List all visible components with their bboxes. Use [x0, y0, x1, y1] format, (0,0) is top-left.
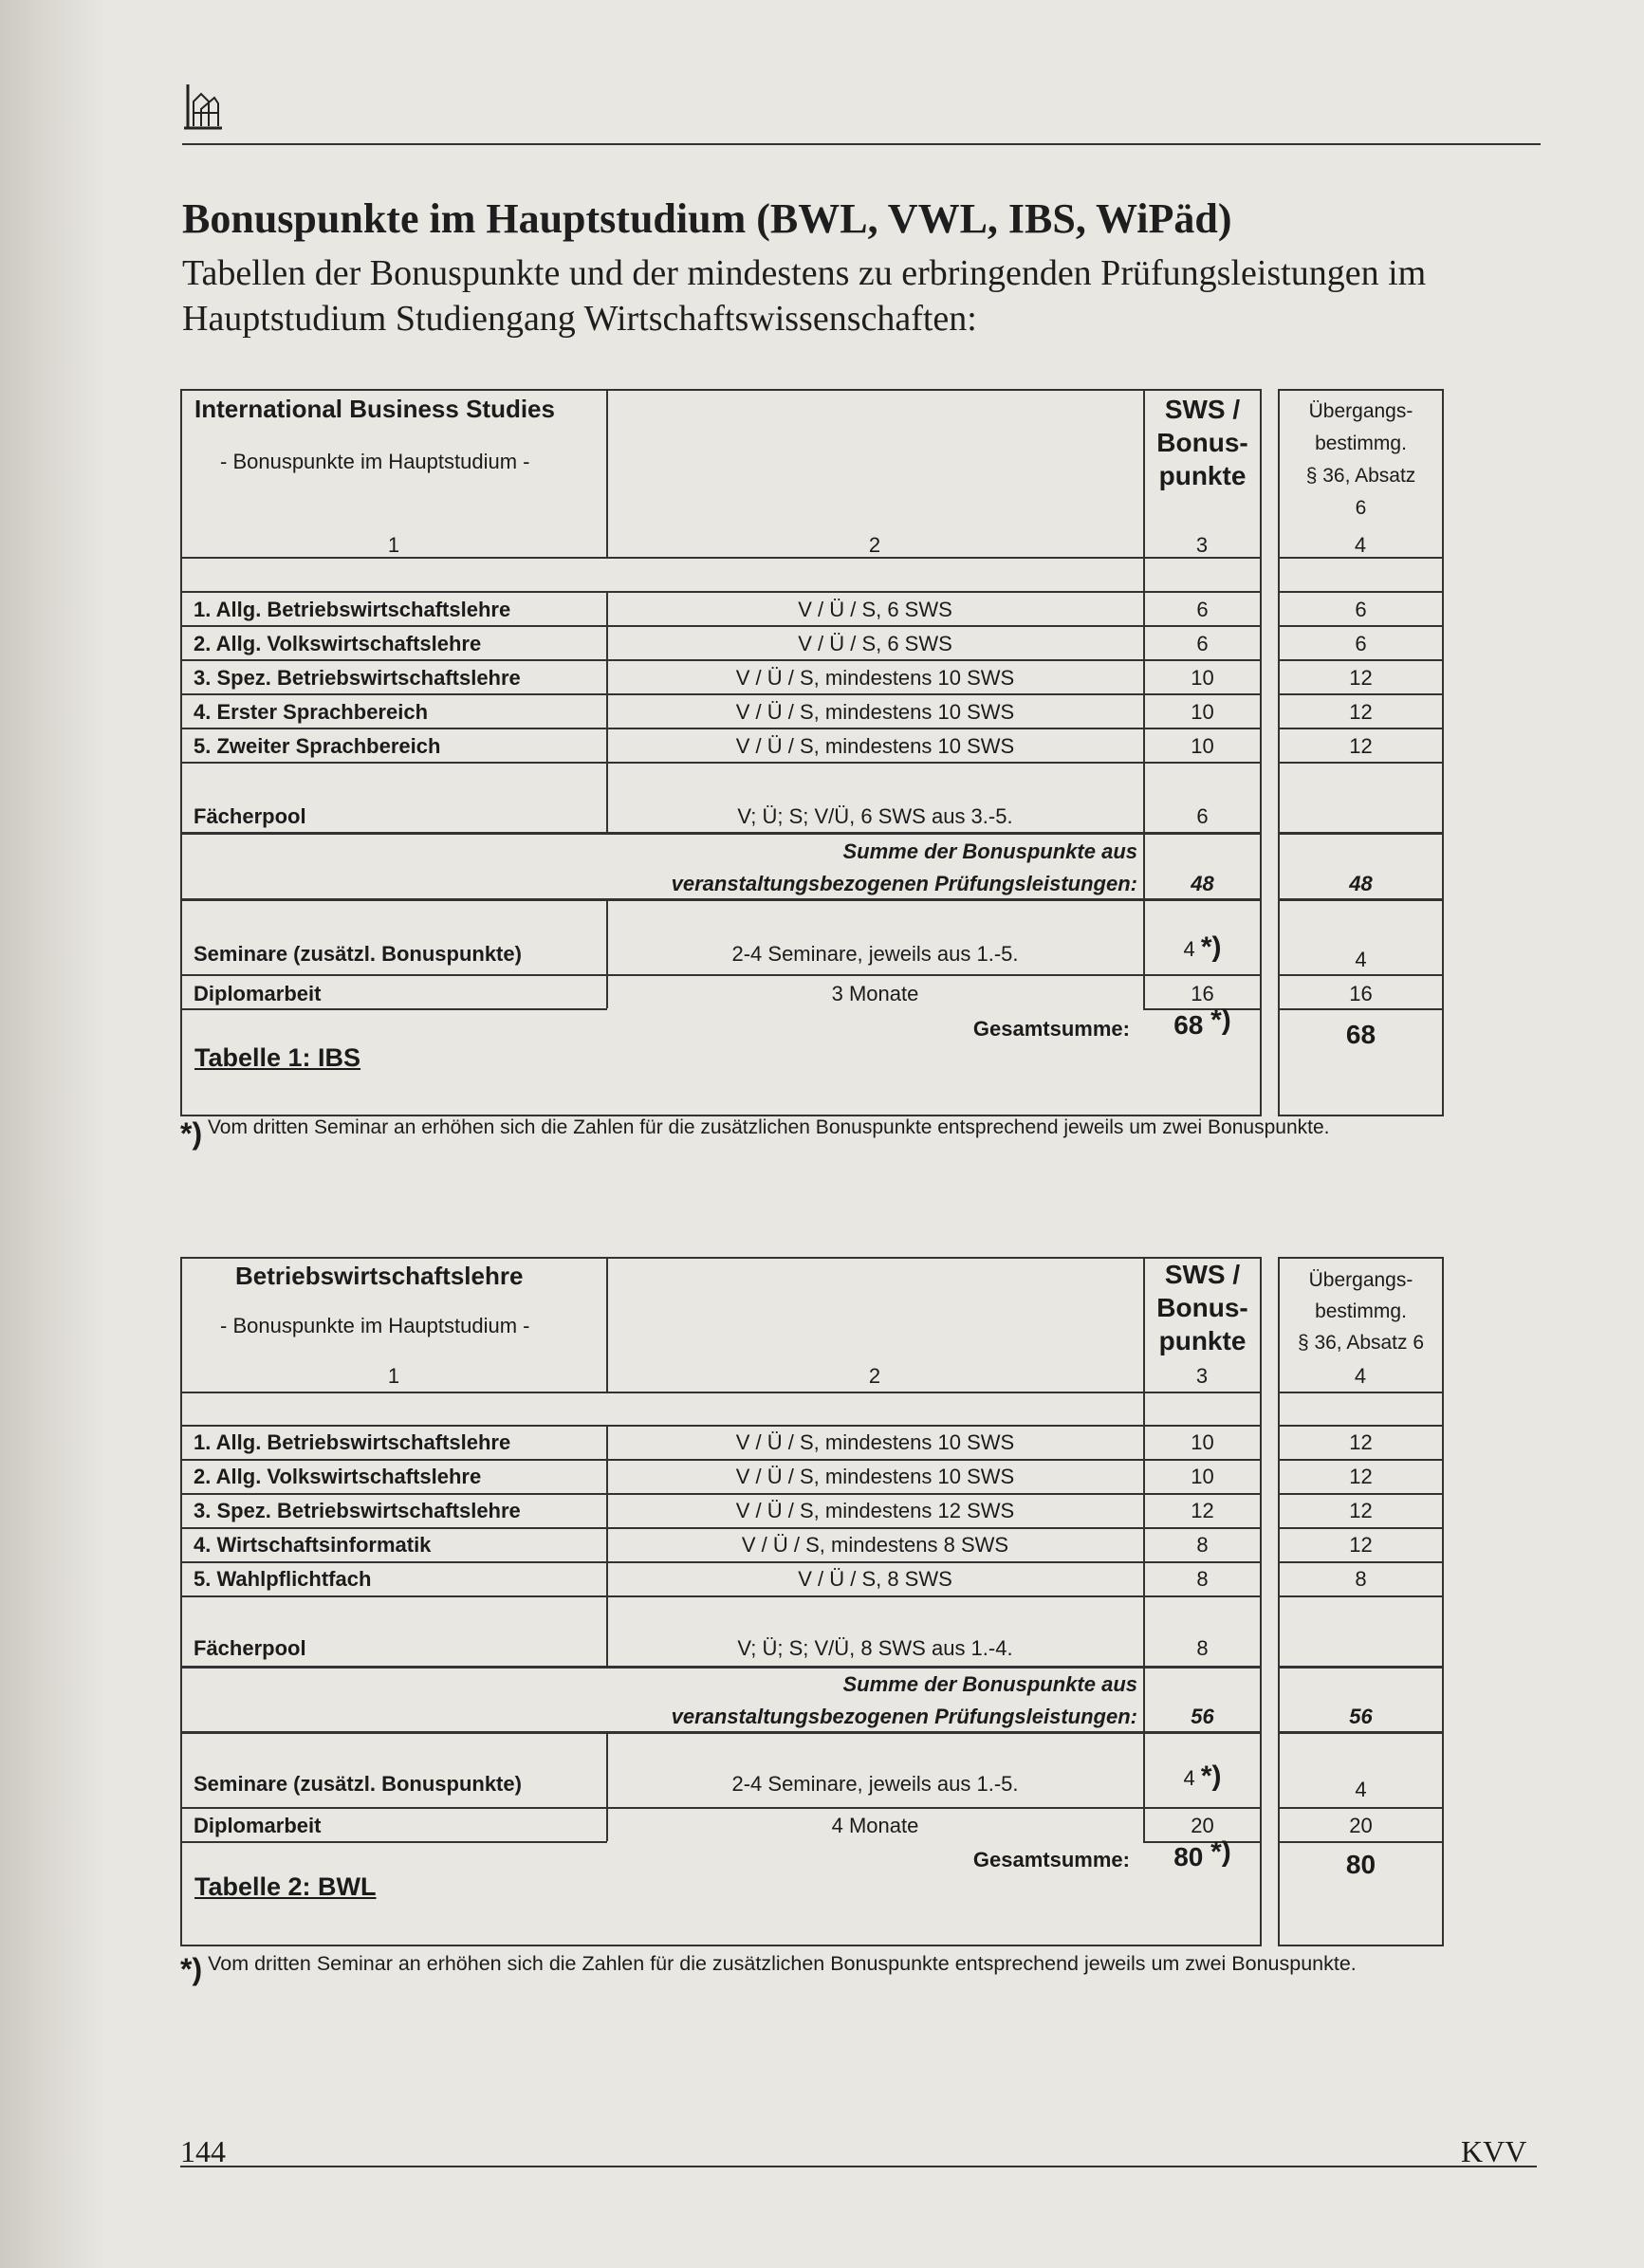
table-rule	[1278, 832, 1444, 835]
row-transition: 12	[1349, 1430, 1373, 1454]
total-label: Gesamtsumme:	[972, 1017, 1130, 1041]
thesis-description: 4 Monate	[831, 1814, 919, 1837]
sws-header: punkte	[1158, 461, 1247, 490]
table-rule	[180, 1493, 1262, 1495]
row-description: V / Ü / S, mindestens 8 SWS	[741, 1533, 1009, 1557]
row-transition: 12	[1349, 734, 1373, 758]
row-sws: 10	[1191, 734, 1214, 758]
row-transition: 8	[1355, 1567, 1367, 1591]
table-rule	[180, 693, 1262, 695]
column-number: 1	[387, 1364, 400, 1388]
column-number: 3	[1195, 1364, 1209, 1388]
table-rule	[180, 1666, 1262, 1669]
row-description: V / Ü / S, 8 SWS	[798, 1567, 952, 1591]
total-sws: 80 *)	[1173, 1836, 1231, 1872]
seminar-sws: 4 *)	[1183, 931, 1222, 963]
table-rule	[1278, 1561, 1444, 1563]
row-transition: 6	[1355, 598, 1367, 621]
thesis-sws: 16	[1191, 982, 1214, 1005]
sws-header: punkte	[1158, 1326, 1247, 1355]
table-rule	[180, 762, 1262, 764]
table-rule	[1278, 1807, 1444, 1809]
table-rule	[180, 557, 1262, 559]
row-sws: 8	[1196, 1567, 1209, 1591]
row-sws: 6	[1196, 632, 1209, 655]
university-logo-icon	[180, 81, 226, 136]
pool-sws: 8	[1196, 1636, 1209, 1660]
sws-header: SWS /	[1164, 395, 1241, 424]
table-rule	[180, 1008, 607, 1010]
seminar-description: 2-4 Seminare, jeweils aus 1.-5.	[731, 942, 1019, 966]
row-description: V / Ü / S, mindestens 10 SWS	[735, 734, 1015, 758]
table-rule	[180, 591, 1262, 593]
table-rule	[1278, 1425, 1444, 1427]
table-rule	[180, 1807, 1262, 1809]
transition-header: Übergangs-	[1308, 400, 1413, 422]
table-rule	[1278, 591, 1444, 593]
sum-sws: 56	[1191, 1705, 1214, 1728]
transition-header: bestimmg.	[1315, 433, 1407, 454]
row-description: V / Ü / S, 6 SWS	[798, 632, 952, 655]
sum-label: Summe der Bonuspunkte aus	[842, 839, 1137, 863]
seminar-name: Seminare (zusätzl. Bonuspunkte)	[194, 942, 522, 966]
row-name: 5. Zweiter Sprachbereich	[194, 734, 441, 758]
header-rule	[182, 143, 1541, 145]
sum-label: veranstaltungsbezogenen Prüfungsleistungen:	[671, 1705, 1137, 1728]
row-name: 1. Allg. Betriebswirtschaftslehre	[194, 598, 511, 621]
table-footnote: *) Vom dritten Seminar an erhöhen sich die Zahlen für die zusätzlichen Bonuspunkte entsprechend jeweils um zwei Bonuspunkte.	[180, 1952, 1357, 1986]
table-rule	[1278, 1392, 1444, 1393]
row-description: V / Ü / S, mindestens 10 SWS	[735, 666, 1015, 690]
table-divider	[606, 389, 608, 557]
row-sws: 10	[1191, 666, 1214, 690]
row-sws: 6	[1196, 598, 1209, 621]
column-number: 1	[387, 533, 400, 557]
table-divider	[606, 1257, 608, 1392]
sum-transition: 48	[1349, 872, 1373, 895]
column-number: 2	[868, 1364, 881, 1388]
sum-sws: 48	[1191, 872, 1214, 895]
footer-label: KVV	[1461, 2134, 1527, 2168]
total-transition: 80	[1345, 1850, 1376, 1879]
sws-header: Bonus-	[1156, 1293, 1248, 1322]
row-name: 3. Spez. Betriebswirtschaftslehre	[194, 666, 521, 690]
thesis-transition: 20	[1349, 1814, 1373, 1837]
sum-label: Summe der Bonuspunkte aus	[842, 1672, 1137, 1696]
total-transition: 68	[1345, 1020, 1376, 1049]
row-description: V / Ü / S, mindestens 10 SWS	[735, 1465, 1015, 1488]
table-rule	[1278, 1008, 1444, 1010]
row-sws: 12	[1191, 1499, 1214, 1522]
row-description: V / Ü / S, mindestens 10 SWS	[735, 700, 1015, 724]
sum-transition: 56	[1349, 1705, 1373, 1728]
transition-header: 6	[1355, 497, 1367, 519]
sum-label: veranstaltungsbezogenen Prüfungsleistungen:	[671, 872, 1137, 895]
table-rule	[180, 1459, 1262, 1461]
table-rule	[180, 832, 1262, 835]
table-rule	[180, 1595, 1262, 1597]
row-name: 5. Wahlpflichtfach	[194, 1567, 372, 1591]
thesis-transition: 16	[1349, 982, 1373, 1005]
row-sws: 10	[1191, 700, 1214, 724]
table-rule	[180, 625, 1262, 627]
row-name: 1. Allg. Betriebswirtschaftslehre	[194, 1430, 511, 1454]
table-rule	[1278, 1493, 1444, 1495]
table-rule	[180, 1392, 1262, 1393]
table-rule	[1278, 898, 1444, 901]
seminar-name: Seminare (zusätzl. Bonuspunkte)	[194, 1772, 522, 1796]
row-description: V / Ü / S, mindestens 10 SWS	[735, 1430, 1015, 1454]
pool-name: Fächerpool	[194, 1636, 306, 1660]
row-transition: 6	[1355, 632, 1367, 655]
column-number: 4	[1354, 1364, 1367, 1388]
page-title: Bonuspunkte im Hauptstudium (BWL, VWL, IBS, WiPäd)	[182, 195, 1232, 242]
table-rule	[1278, 1841, 1444, 1843]
row-name: 2. Allg. Volkswirtschaftslehre	[194, 632, 482, 655]
transition-header: bestimmg.	[1315, 1300, 1407, 1322]
table-rule	[180, 1561, 1262, 1563]
row-sws: 10	[1191, 1465, 1214, 1488]
row-sws: 8	[1196, 1533, 1209, 1557]
page-number: 144	[180, 2134, 226, 2168]
seminar-transition: 4	[1355, 1778, 1367, 1801]
table-subtitle: - Bonuspunkte im Hauptstudium -	[220, 450, 530, 473]
row-transition: 12	[1349, 1499, 1373, 1522]
table-caption: Tabelle 1: IBS	[194, 1043, 361, 1072]
sws-header: SWS /	[1164, 1260, 1241, 1289]
transition-header: § 36, Absatz	[1305, 465, 1416, 487]
page-binding-shadow	[0, 0, 104, 2268]
row-transition: 12	[1349, 666, 1373, 690]
table-rule	[180, 1425, 1262, 1427]
table-rule	[1278, 1731, 1444, 1734]
table-rule	[180, 1527, 1262, 1529]
column-number: 2	[868, 533, 881, 557]
table-rule	[180, 974, 1262, 976]
pool-description: V; Ü; S; V/Ü, 8 SWS aus 1.-4.	[737, 1636, 1013, 1660]
table-rule	[1278, 659, 1444, 661]
table-caption: Tabelle 2: BWL	[194, 1872, 377, 1901]
seminar-transition: 4	[1355, 948, 1367, 971]
row-transition: 12	[1349, 1465, 1373, 1488]
table-rule	[180, 659, 1262, 661]
table-footnote: *) Vom dritten Seminar an erhöhen sich die Zahlen für die zusätzlichen Bonuspunkte entsprechend jeweils um zwei Bonuspunkte.	[180, 1116, 1330, 1151]
thesis-name: Diplomarbeit	[194, 982, 322, 1005]
row-description: V / Ü / S, mindestens 12 SWS	[735, 1499, 1015, 1522]
table-subtitle: - Bonuspunkte im Hauptstudium -	[220, 1314, 530, 1337]
pool-description: V; Ü; S; V/Ü, 6 SWS aus 3.-5.	[737, 804, 1013, 828]
row-description: V / Ü / S, 6 SWS	[798, 598, 952, 621]
transition-header: § 36, Absatz 6	[1297, 1332, 1425, 1354]
table-title: Betriebswirtschaftslehre	[235, 1262, 524, 1290]
thesis-description: 3 Monate	[831, 982, 919, 1005]
thesis-name: Diplomarbeit	[194, 1814, 322, 1837]
table-rule	[1278, 762, 1444, 764]
column-number: 3	[1195, 533, 1209, 557]
table-rule	[1278, 1459, 1444, 1461]
table-title: International Business Studies	[194, 395, 555, 423]
row-name: 4. Erster Sprachbereich	[194, 700, 429, 724]
table-rule	[180, 1731, 1262, 1734]
intro-text: Tabellen der Bonuspunkte und der mindestens zu erbringenden Prüfungsleistungen im Hauptstudium Studiengang Wirtschaftswissenschaften:	[182, 253, 1427, 339]
table-rule	[1278, 1666, 1444, 1669]
row-sws: 10	[1191, 1430, 1214, 1454]
sws-header: Bonus-	[1156, 428, 1248, 457]
pool-name: Fächerpool	[194, 804, 306, 828]
seminar-description: 2-4 Seminare, jeweils aus 1.-5.	[731, 1772, 1019, 1796]
row-name: 4. Wirtschaftsinformatik	[194, 1533, 432, 1557]
footer-rule	[180, 2166, 1537, 2167]
table-rule	[180, 1841, 607, 1843]
row-transition: 12	[1349, 1533, 1373, 1557]
thesis-sws: 20	[1191, 1814, 1214, 1837]
table-rule	[1278, 974, 1444, 976]
column-number: 4	[1354, 533, 1367, 557]
row-name: 2. Allg. Volkswirtschaftslehre	[194, 1465, 482, 1488]
table-rule	[1278, 625, 1444, 627]
row-transition: 12	[1349, 700, 1373, 724]
table-rule	[180, 728, 1262, 729]
seminar-sws: 4 *)	[1183, 1761, 1222, 1792]
pool-sws: 6	[1196, 804, 1209, 828]
total-sws: 68 *)	[1173, 1005, 1231, 1040]
table-rule	[1278, 1595, 1444, 1597]
table-rule	[180, 898, 1262, 901]
table-rule	[1278, 1527, 1444, 1529]
table-rule	[1278, 693, 1444, 695]
row-name: 3. Spez. Betriebswirtschaftslehre	[194, 1499, 521, 1522]
total-label: Gesamtsumme:	[972, 1848, 1130, 1872]
table-rule	[1278, 728, 1444, 729]
transition-header: Übergangs-	[1308, 1269, 1413, 1291]
